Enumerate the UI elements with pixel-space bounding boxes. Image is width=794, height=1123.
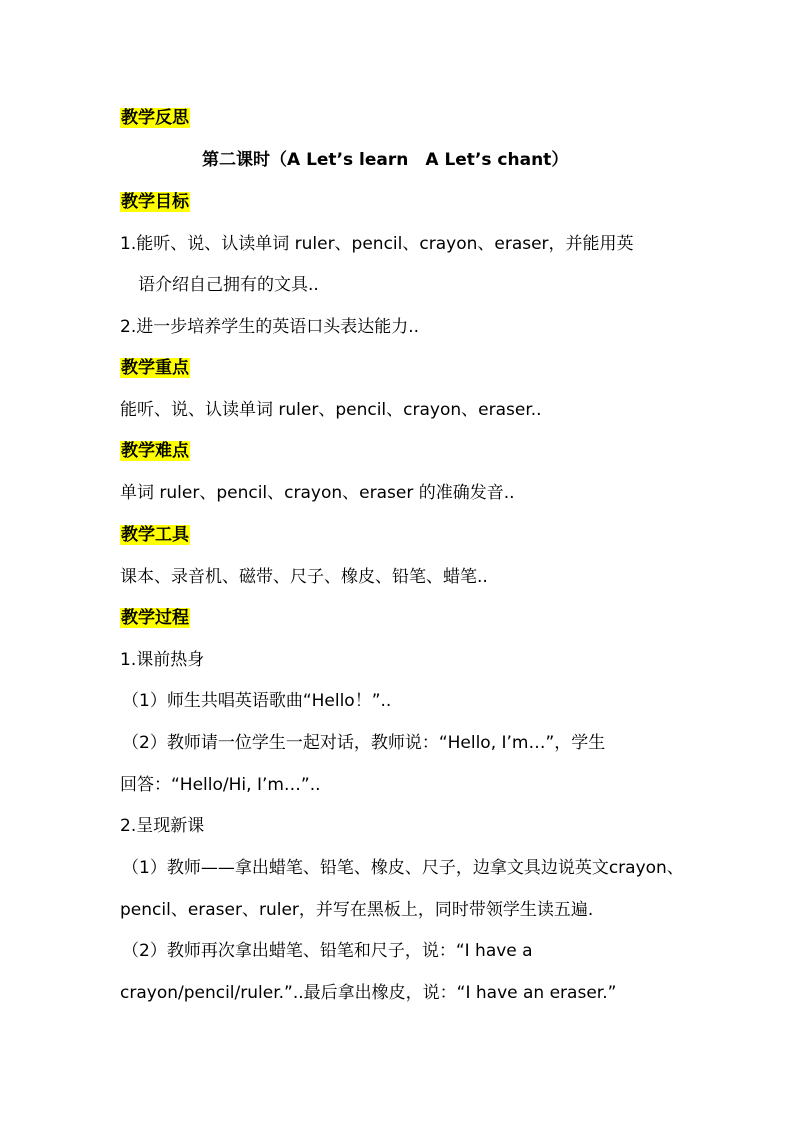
process-step-1a: （1）师生共唱英语歌曲“Hello！”.. — [122, 691, 392, 711]
process-step-1: 1.课前热身 — [120, 650, 205, 670]
process-step-2b: （2）教师再次拿出蜡笔、铅笔和尺子，说：“I have a — [122, 941, 533, 961]
reflection-heading: 教学反思 — [121, 108, 189, 128]
reflection-heading-line — [120, 106, 190, 130]
objective-1-continued: 语介绍自己拥有的文具.. — [138, 275, 319, 295]
process-step-1b-continued: 回答：“Hello/Hi, I’m…”.. — [120, 775, 321, 795]
process-heading: 教学过程 — [121, 608, 189, 628]
difficulties-heading-line — [120, 439, 190, 463]
process-heading-line — [120, 606, 190, 630]
key-points-heading: 教学重点 — [121, 358, 189, 378]
process-step-2b-continued: crayon/pencil/ruler.”..最后拿出橡皮，说：“I have an eraser.” — [120, 983, 617, 1003]
tools-heading-line — [120, 523, 190, 547]
difficulties-heading: 教学难点 — [121, 441, 189, 461]
lesson-title: 第二课时（A Let’s learn A Let’s chant） — [202, 150, 569, 170]
process-step-1b: （2）教师请一位学生一起对话，教师说：“Hello, I’m…”，学生 — [122, 733, 606, 753]
objective-2: 2.进一步培养学生的英语口头表达能力.. — [120, 317, 420, 337]
key-points-heading-line — [120, 356, 190, 380]
difficulties-text: 单词 ruler、pencil、crayon、eraser 的准确发音.. — [120, 483, 515, 503]
objectives-heading-line — [120, 190, 190, 214]
key-points-text: 能听、说、认读单词 ruler、pencil、crayon、eraser.. — [120, 400, 542, 420]
objective-1: 1.能听、说、认读单词 ruler、pencil、crayon、eraser，并能用英 — [120, 234, 634, 254]
tools-text: 课本、录音机、磁带、尺子、橡皮、铅笔、蜡笔.. — [120, 567, 488, 587]
tools-heading: 教学工具 — [121, 525, 189, 545]
objectives-heading: 教学目标 — [121, 192, 189, 212]
process-step-2: 2.呈现新课 — [120, 816, 205, 836]
process-step-2a-continued: pencil、eraser、ruler，并写在黑板上，同时带领学生读五遍. — [120, 900, 594, 920]
process-step-2a: （1）教师——拿出蜡笔、铅笔、橡皮、尺子，边拿文具边说英文crayon、 — [122, 858, 684, 878]
